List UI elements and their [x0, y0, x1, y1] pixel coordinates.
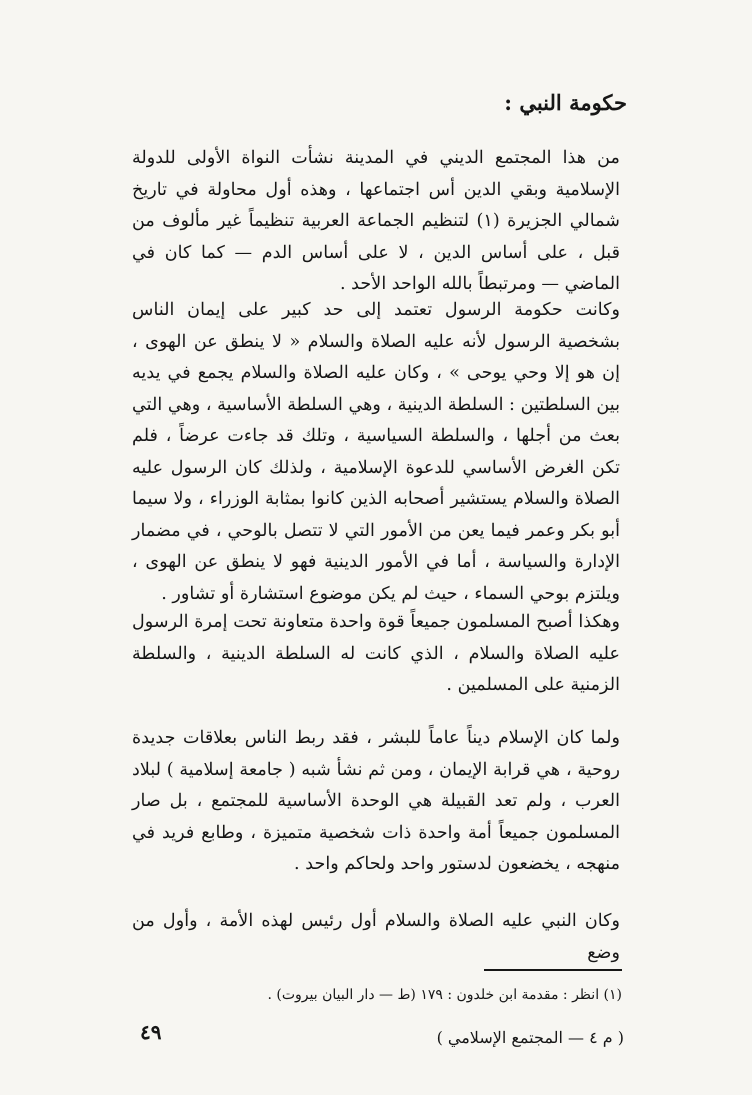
- paragraph-2: وكانت حكومة الرسول تعتمد إلى حد كبير على إيمان الناس بشخصية الرسول لأنه عليه الصلاة والسلام « لا ينطق عن الهوى ، إن هو إلا وحي يوحى » ، وكان عليه الصلاة والسلام يجمع في يديه بين السلطتين : السلطة الدينية ، وهي السلطة الأساسية ، وهي التي بعث من أجلها ، والسلطة السياسية ، وتلك قد جاءت عرضاً ، فلم تكن الغرض الأساسي للدعوة الإسلامية ، ولذلك كان الرسول عليه الصلاة والسلام يستشير أصحابه الذين كانوا بمثابة الوزراء ، ولا سيما أبو بكر وعمر فيما يعن من الأمور التي لا تتصل بالوحي ، في مضمار الإدارة والسياسة ، أما في الأمور الدينية فهو لا ينطق عن الهوى ، ويلتزم بوحي السماء ، حيث لم يكن موضوع استشارة أو تشاور .: [132, 300, 620, 604]
- footnote-divider: [484, 969, 622, 971]
- paragraph-1: من هذا المجتمع الديني في المدينة نشأت النواة الأولى للدولة الإسلامية وبقي الدين أس اجتماعها ، وهذه أول محاولة في تاريخ شمالي الجزيرة (١) لتنظيم الجماعة العربية تنظيماً غير مألوف من قبل ، على أساس الدين ، لا على أساس الدم — كما كان في الماضي — ومرتبطاً بالله الواحد الأحد .: [132, 148, 621, 294]
- printer-signature: ( م ٤ — المجتمع الإسلامي ): [436, 1028, 624, 1047]
- paragraph-3: وهكذا أصبح المسلمون جميعاً قوة واحدة متعاونة تحت إمرة الرسول عليه الصلاة والسلام ، الذي كانت له السلطة الدينية ، والسلطة الزمنية على المسلمين .: [132, 612, 620, 695]
- section-heading: حكومة النبي :: [504, 90, 627, 115]
- footnote: (١) انظر : مقدمة ابن خلدون : ١٧٩ (ط — دار البيان بيروت) .: [267, 987, 622, 1003]
- paragraph-4: ولما كان الإسلام ديناً عاماً للبشر ، فقد ربط الناس بعلاقات جديدة روحية ، هي قرابة الإيمان ، ومن ثم نشأ شبه ( جامعة إسلامية ) لبلاد العرب ، ولم تعد القبيلة هي الوحدة الأساسية للمجتمع ، بل صار المسلمون جميعاً أمة واحدة ذات شخصية متميزة ، وطابع فريد في منهجه ، يخضعون لدستور واحد ولحاكم واحد .: [132, 728, 620, 874]
- paragraph-5: وكان النبي عليه الصلاة والسلام أول رئيس لهذه الأمة ، وأول من وضع: [132, 911, 620, 963]
- page-number: ٤٩: [140, 1020, 162, 1044]
